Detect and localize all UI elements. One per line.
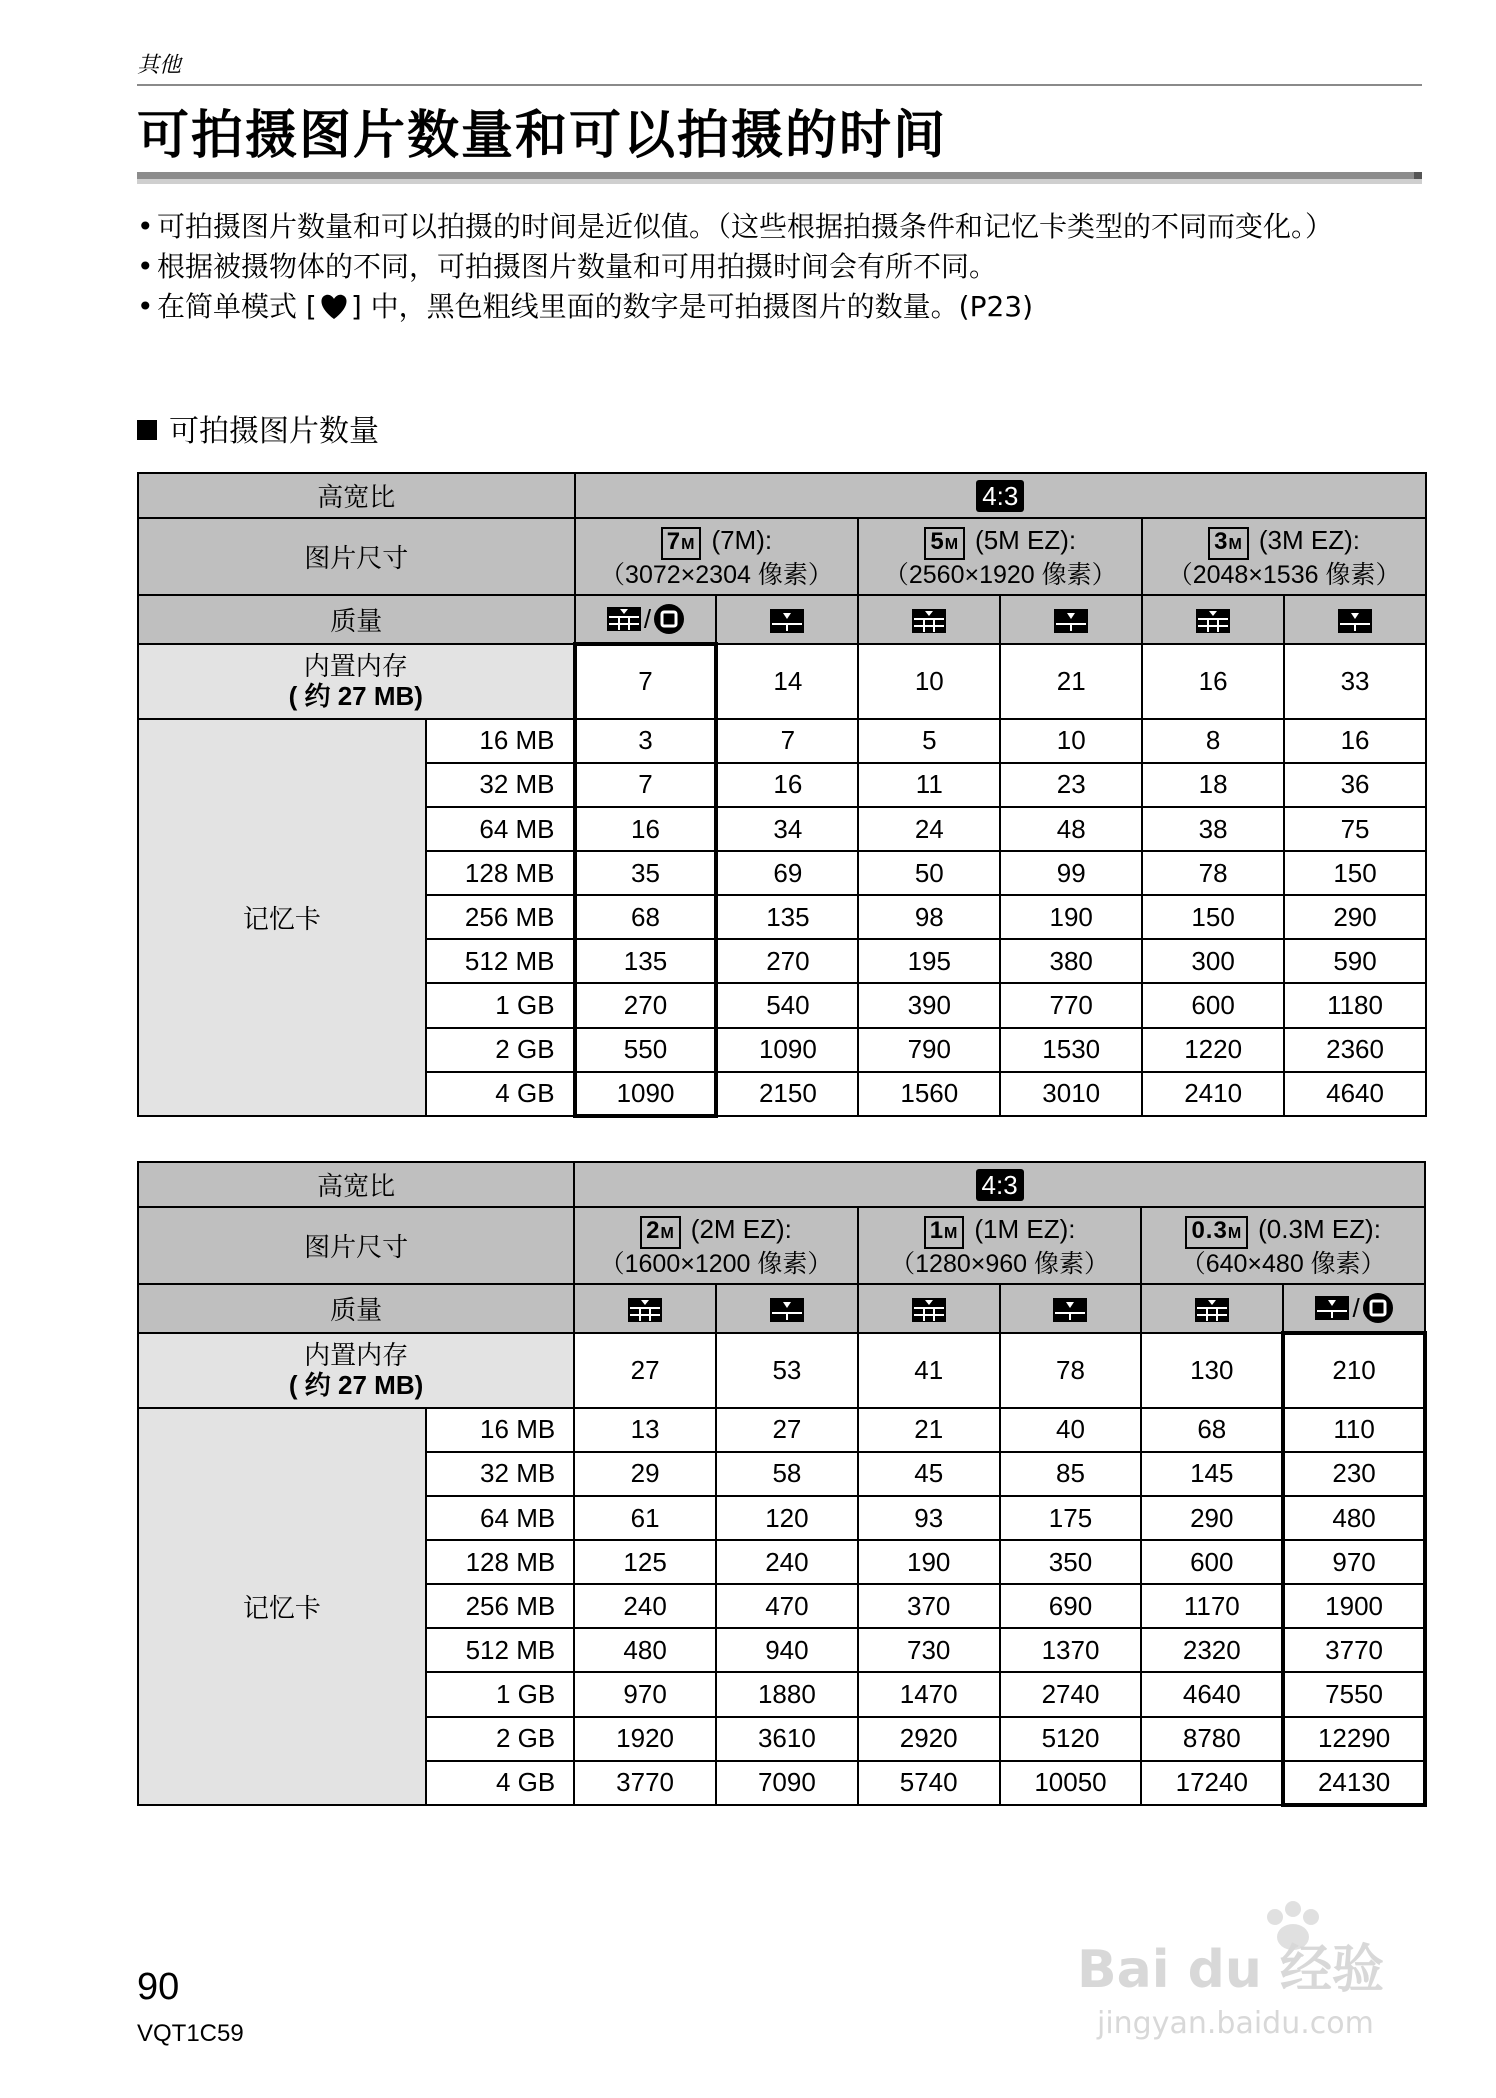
capacity-value: 290 xyxy=(1284,895,1426,939)
capacity-value: 36 xyxy=(1284,763,1426,807)
aspect-ratio-value xyxy=(574,1162,1425,1207)
capacity-value: 1170 xyxy=(1141,1584,1283,1628)
capacity-value: 7550 xyxy=(1283,1672,1425,1716)
card-size: 512 MB xyxy=(426,939,575,983)
card-size: 64 MB xyxy=(426,807,575,851)
capacity-value: 135 xyxy=(716,895,858,939)
capacity-value: 2920 xyxy=(858,1717,1000,1761)
fine-quality-icon xyxy=(1195,608,1231,634)
table-row xyxy=(138,719,1426,763)
capacity-value: 7090 xyxy=(716,1761,858,1805)
capacity-value: 370 xyxy=(858,1584,1000,1628)
card-size: 64 MB xyxy=(426,1496,575,1540)
card-size: 256 MB xyxy=(426,1584,575,1628)
heart-icon xyxy=(317,291,351,321)
card-size: 4 GB xyxy=(426,1761,575,1805)
capacity-value: 78 xyxy=(1000,1333,1142,1408)
picture-size-pixels: （1600×1200 像素） xyxy=(599,1249,833,1278)
capacity-value: 3610 xyxy=(716,1717,858,1761)
capacity-value: 50 xyxy=(858,851,1000,895)
picture-size-name: (7M): xyxy=(711,524,773,555)
capacity-value: 75 xyxy=(1284,807,1426,851)
quality-cell xyxy=(1283,1284,1425,1332)
capacity-value: 690 xyxy=(1000,1584,1142,1628)
capacity-value: 68 xyxy=(575,895,717,939)
capacity-value: 10 xyxy=(1000,719,1142,763)
picture-size-cell xyxy=(574,1207,858,1284)
capacity-value: 3770 xyxy=(1283,1628,1425,1672)
capacity-value: 270 xyxy=(575,983,717,1027)
card-size: 256 MB xyxy=(426,895,575,939)
capacity-value: 270 xyxy=(716,939,858,983)
section-label: 其他 xyxy=(137,53,182,78)
watermark-url: jingyan.baidu.com xyxy=(1097,2006,1374,2041)
capacity-value: 12290 xyxy=(1283,1717,1425,1761)
capacity-value: 61 xyxy=(574,1496,716,1540)
fine-quality-icon xyxy=(911,1297,947,1323)
aspect-ratio-badge: 4:3 xyxy=(976,480,1024,512)
capacity-value: 23 xyxy=(1000,763,1142,807)
page-number: 90 xyxy=(137,1966,180,2008)
standard-quality-icon xyxy=(769,608,805,634)
capacity-value: 3770 xyxy=(574,1761,716,1805)
capacity-value: 85 xyxy=(1000,1452,1142,1496)
capacity-value: 16 xyxy=(575,807,717,851)
card-size: 4 GB xyxy=(426,1072,575,1116)
capacity-value: 190 xyxy=(1000,895,1142,939)
capacity-value: 380 xyxy=(1000,939,1142,983)
built-in-memory-label: 内置内存 ( 约 27 MB) xyxy=(138,644,575,719)
capacity-value: 540 xyxy=(716,983,858,1027)
capacity-value: 78 xyxy=(1142,851,1284,895)
capacity-value: 29 xyxy=(574,1452,716,1496)
quality-cell xyxy=(716,1284,858,1332)
capacity-value: 24 xyxy=(858,807,1000,851)
capacity-value: 45 xyxy=(858,1452,1000,1496)
picture-size-cell xyxy=(858,518,1142,595)
aspect-ratio-badge: 4:3 xyxy=(976,1169,1024,1201)
capacity-value: 5740 xyxy=(858,1761,1000,1805)
title-underline xyxy=(137,172,1422,179)
aspect-ratio-label: 高宽比 xyxy=(138,1162,574,1207)
capacity-value: 470 xyxy=(716,1584,858,1628)
card-size: 2 GB xyxy=(426,1028,575,1072)
picture-size-pixels: （640×480 像素） xyxy=(1180,1249,1386,1278)
card-size: 128 MB xyxy=(426,851,575,895)
capacity-value: 35 xyxy=(575,851,717,895)
quality-cell xyxy=(1142,595,1284,643)
capacity-value: 730 xyxy=(858,1628,1000,1672)
capacity-value: 175 xyxy=(1000,1496,1142,1540)
memory-card-label: 记忆卡 xyxy=(138,1408,426,1805)
capacity-value: 16 xyxy=(716,763,858,807)
capacity-value: 13 xyxy=(574,1408,716,1452)
card-size: 1 GB xyxy=(426,1672,575,1716)
quality-cell xyxy=(1000,1284,1142,1332)
capacity-value: 10 xyxy=(858,644,1000,719)
picture-size-icon: 5M xyxy=(924,527,965,560)
card-size: 2 GB xyxy=(426,1717,575,1761)
capacity-value: 480 xyxy=(1283,1496,1425,1540)
capacity-value: 1530 xyxy=(1000,1028,1142,1072)
picture-size-pixels: （2560×1920 像素） xyxy=(883,560,1117,589)
header-divider xyxy=(137,84,1422,86)
capacity-value: 1090 xyxy=(575,1072,717,1116)
slash-separator: / xyxy=(643,603,652,634)
capacity-value: 40 xyxy=(1000,1408,1142,1452)
capacity-value: 11 xyxy=(858,763,1000,807)
standard-quality-icon xyxy=(1314,1295,1350,1321)
card-size: 32 MB xyxy=(426,763,575,807)
capacity-value: 2320 xyxy=(1141,1628,1283,1672)
standard-quality-icon xyxy=(1053,608,1089,634)
notes-list xyxy=(137,207,1427,327)
picture-size-pixels: （3072×2304 像素） xyxy=(600,560,833,589)
capacity-value: 240 xyxy=(574,1584,716,1628)
quality-cell xyxy=(1141,1284,1283,1332)
capacity-value: 590 xyxy=(1284,939,1426,983)
capacity-value: 5120 xyxy=(1000,1717,1142,1761)
capacity-value: 34 xyxy=(716,807,858,851)
simple-mode-icon xyxy=(653,603,685,635)
capacity-value: 120 xyxy=(716,1496,858,1540)
capacity-value: 195 xyxy=(858,939,1000,983)
capacity-value: 27 xyxy=(574,1333,716,1408)
capacity-value: 2740 xyxy=(1000,1672,1142,1716)
capacity-value: 600 xyxy=(1141,1540,1283,1584)
quality-cell xyxy=(574,1284,716,1332)
capacity-value: 2410 xyxy=(1142,1072,1284,1116)
quality-cell xyxy=(575,595,717,643)
quality-cell xyxy=(1000,595,1142,643)
capacity-value: 21 xyxy=(858,1408,1000,1452)
capacity-value: 99 xyxy=(1000,851,1142,895)
capacity-value: 17240 xyxy=(1141,1761,1283,1805)
capacity-value: 8 xyxy=(1142,719,1284,763)
quality-cell xyxy=(716,595,858,643)
capacity-value: 41 xyxy=(858,1333,1000,1408)
quality-label: 质量 xyxy=(138,595,575,643)
capacity-value: 2360 xyxy=(1284,1028,1426,1072)
card-size: 128 MB xyxy=(426,1540,575,1584)
fine-quality-icon xyxy=(627,1297,663,1323)
capacity-value: 480 xyxy=(574,1628,716,1672)
picture-size-name: (0.3M EZ): xyxy=(1258,1213,1381,1244)
capacity-value: 240 xyxy=(716,1540,858,1584)
capacity-value: 33 xyxy=(1284,644,1426,719)
capacity-value: 4640 xyxy=(1141,1672,1283,1716)
aspect-ratio-label: 高宽比 xyxy=(138,473,575,518)
picture-size-cell xyxy=(1142,518,1426,595)
picture-size-icon: 0.3M xyxy=(1185,1216,1248,1249)
capacity-value: 150 xyxy=(1284,851,1426,895)
capacity-value: 1370 xyxy=(1000,1628,1142,1672)
standard-quality-icon xyxy=(769,1297,805,1323)
memory-card-label: 记忆卡 xyxy=(138,719,426,1116)
capacity-table xyxy=(137,472,1427,1118)
built-in-memory-label: 内置内存 ( 约 27 MB) xyxy=(138,1333,574,1408)
quality-cell xyxy=(858,1284,1000,1332)
picture-size-cell xyxy=(575,518,859,595)
capacity-value: 300 xyxy=(1142,939,1284,983)
capacity-value: 4640 xyxy=(1284,1072,1426,1116)
picture-size-pixels: （2048×1536 像素） xyxy=(1167,560,1401,589)
capacity-value: 130 xyxy=(1141,1333,1283,1408)
capacity-value: 230 xyxy=(1283,1452,1425,1496)
capacity-value: 770 xyxy=(1000,983,1142,1027)
capacity-value: 3 xyxy=(575,719,717,763)
picture-size-pixels: （1280×960 像素） xyxy=(890,1249,1110,1278)
aspect-ratio-value xyxy=(575,473,1426,518)
note-item: • 根据被摄物体的不同，可拍摄图片数量和可用拍摄时间会有所不同。 xyxy=(137,250,998,283)
fine-quality-icon xyxy=(1194,1297,1230,1323)
capacity-value: 8780 xyxy=(1141,1717,1283,1761)
capacity-value: 210 xyxy=(1283,1333,1425,1408)
picture-size-name: (1M EZ): xyxy=(974,1213,1076,1244)
capacity-value: 190 xyxy=(858,1540,1000,1584)
capacity-value: 5 xyxy=(858,719,1000,763)
note-item: • 可拍摄图片数量和可以拍摄的时间是近似值。（这些根据拍摄条件和记忆卡类型的不同而变化。） xyxy=(137,210,1334,243)
quality-label: 质量 xyxy=(138,1284,574,1332)
capacity-value: 970 xyxy=(1283,1540,1425,1584)
capacity-value: 53 xyxy=(716,1333,858,1408)
capacity-value: 390 xyxy=(858,983,1000,1027)
section-heading: 可拍摄图片数量 xyxy=(137,412,379,452)
capacity-table xyxy=(137,1161,1427,1807)
document-code: VQT1C59 xyxy=(137,2020,244,2047)
capacity-value: 68 xyxy=(1141,1408,1283,1452)
capacity-value: 940 xyxy=(716,1628,858,1672)
capacity-value: 1920 xyxy=(574,1717,716,1761)
capacity-value: 16 xyxy=(1284,719,1426,763)
picture-size-icon: 1M xyxy=(924,1216,965,1249)
capacity-value: 93 xyxy=(858,1496,1000,1540)
card-size: 16 MB xyxy=(426,719,575,763)
picture-size-icon: 3M xyxy=(1208,527,1249,560)
table-row xyxy=(138,1408,1425,1452)
capacity-value: 150 xyxy=(1142,895,1284,939)
capacity-value: 2150 xyxy=(716,1072,858,1116)
capacity-value: 550 xyxy=(575,1028,717,1072)
picture-size-label: 图片尺寸 xyxy=(138,1207,574,1284)
capacity-value: 1470 xyxy=(858,1672,1000,1716)
watermark-brand: Bai du 经验 xyxy=(1077,1940,1384,2000)
card-size: 16 MB xyxy=(426,1408,575,1452)
card-size: 512 MB xyxy=(426,1628,575,1672)
picture-size-icon: 2M xyxy=(640,1216,681,1249)
standard-quality-icon xyxy=(1052,1297,1088,1323)
capacity-value: 145 xyxy=(1141,1452,1283,1496)
picture-size-name: (3M EZ): xyxy=(1258,524,1360,555)
capacity-value: 125 xyxy=(574,1540,716,1584)
capacity-value: 48 xyxy=(1000,807,1142,851)
fine-quality-icon xyxy=(911,608,947,634)
capacity-value: 1180 xyxy=(1284,983,1426,1027)
capacity-value: 69 xyxy=(716,851,858,895)
capacity-value: 1560 xyxy=(858,1072,1000,1116)
capacity-value: 21 xyxy=(1000,644,1142,719)
square-bullet-icon xyxy=(137,420,157,440)
capacity-value: 7 xyxy=(575,644,717,719)
capacity-value: 7 xyxy=(575,763,717,807)
standard-quality-icon xyxy=(1337,608,1373,634)
quality-cell xyxy=(858,595,1000,643)
capacity-value: 27 xyxy=(716,1408,858,1452)
capacity-value: 1090 xyxy=(716,1028,858,1072)
capacity-value: 600 xyxy=(1142,983,1284,1027)
capacity-value: 98 xyxy=(858,895,1000,939)
card-size: 32 MB xyxy=(426,1452,575,1496)
capacity-value: 1900 xyxy=(1283,1584,1425,1628)
capacity-value: 350 xyxy=(1000,1540,1142,1584)
capacity-value: 290 xyxy=(1141,1496,1283,1540)
picture-size-cell xyxy=(1141,1207,1425,1284)
capacity-value: 58 xyxy=(716,1452,858,1496)
capacity-value: 110 xyxy=(1283,1408,1425,1452)
capacity-value: 18 xyxy=(1142,763,1284,807)
picture-size-label: 图片尺寸 xyxy=(138,518,575,595)
capacity-value: 135 xyxy=(575,939,717,983)
picture-size-cell xyxy=(858,1207,1142,1284)
capacity-value: 24130 xyxy=(1283,1761,1425,1805)
picture-size-icon: 7M xyxy=(661,527,702,560)
simple-mode-icon xyxy=(1362,1292,1394,1324)
capacity-value: 1880 xyxy=(716,1672,858,1716)
capacity-value: 16 xyxy=(1142,644,1284,719)
fine-quality-icon xyxy=(606,606,642,632)
note-item: • 在简单模式 [ ] 中，黑色粗线里面的数字是可拍摄图片的数量。(P23) xyxy=(137,290,1034,323)
capacity-value: 970 xyxy=(574,1672,716,1716)
quality-cell xyxy=(1284,595,1426,643)
capacity-value: 38 xyxy=(1142,807,1284,851)
capacity-value: 14 xyxy=(716,644,858,719)
capacity-value: 1220 xyxy=(1142,1028,1284,1072)
capacity-value: 3010 xyxy=(1000,1072,1142,1116)
slash-separator: / xyxy=(1352,1292,1360,1323)
card-size: 1 GB xyxy=(426,983,575,1027)
picture-size-name: (2M EZ): xyxy=(690,1213,792,1244)
watermark-logo xyxy=(1075,1895,1415,2045)
picture-size-name: (5M EZ): xyxy=(975,524,1077,555)
page-title: 可拍摄图片数量和可以拍摄的时间 xyxy=(137,105,948,166)
capacity-value: 10050 xyxy=(1000,1761,1142,1805)
capacity-value: 7 xyxy=(716,719,858,763)
capacity-value: 790 xyxy=(858,1028,1000,1072)
